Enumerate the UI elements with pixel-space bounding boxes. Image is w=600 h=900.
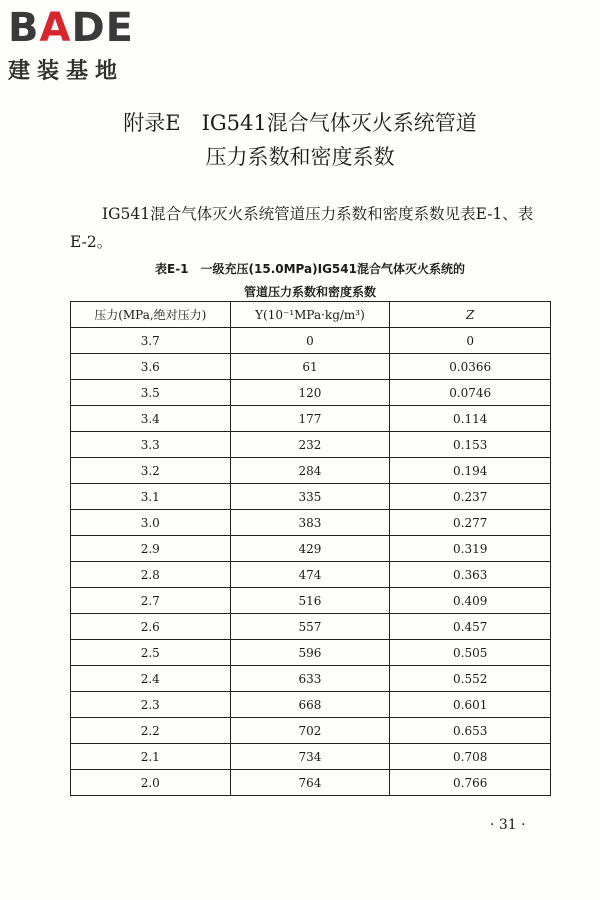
cell-pressure: 3.0 (71, 510, 231, 536)
cell-pressure: 3.2 (71, 458, 231, 484)
cell-pressure: 2.4 (71, 666, 231, 692)
table-row (71, 432, 551, 458)
table-body (71, 328, 551, 796)
table-row (71, 744, 551, 770)
cell-pressure: 3.6 (71, 354, 231, 380)
intro-paragraph: IG541混合气体灭火系统管道压力系数和密度系数见表E-1、表E-2。 (70, 205, 534, 251)
cell-y: 0 (230, 328, 390, 354)
cell-pressure: 2.9 (71, 536, 231, 562)
table-row (71, 328, 551, 354)
cell-pressure: 2.0 (71, 770, 231, 796)
table-row (71, 588, 551, 614)
cell-pressure: 3.7 (71, 328, 231, 354)
cell-pressure: 3.3 (71, 432, 231, 458)
cell-z: 0.653 (390, 718, 551, 744)
header-y: Y(10⁻¹MPa·kg/m³) (230, 302, 390, 328)
cell-pressure: 2.5 (71, 640, 231, 666)
cell-y: 557 (230, 614, 390, 640)
cell-y: 284 (230, 458, 390, 484)
cell-y: 232 (230, 432, 390, 458)
cell-y: 335 (230, 484, 390, 510)
table-row (71, 562, 551, 588)
table-row (71, 406, 551, 432)
cell-z: 0.552 (390, 666, 551, 692)
cell-z: 0.153 (390, 432, 551, 458)
cell-z: 0.277 (390, 510, 551, 536)
cell-z: 0.194 (390, 458, 551, 484)
cell-y: 429 (230, 536, 390, 562)
cell-pressure: 2.7 (71, 588, 231, 614)
page-title (0, 106, 600, 174)
logo-subtitle: 建装基地 (8, 59, 125, 84)
table-row (71, 510, 551, 536)
table-row (71, 614, 551, 640)
cell-y: 702 (230, 718, 390, 744)
cell-pressure: 3.5 (71, 380, 231, 406)
caption-line-2: 管道压力系数和密度系数 (243, 285, 376, 299)
cell-z: 0.0746 (390, 380, 551, 406)
cell-pressure: 3.4 (71, 406, 231, 432)
cell-pressure: 2.3 (71, 692, 231, 718)
table-row (71, 458, 551, 484)
cell-z: 0.0366 (390, 354, 551, 380)
cell-y: 764 (230, 770, 390, 796)
title-line-2: 压力系数和密度系数 (205, 145, 395, 169)
cell-z: 0.708 (390, 744, 551, 770)
cell-y: 596 (230, 640, 390, 666)
cell-pressure: 2.6 (71, 614, 231, 640)
table-row (71, 666, 551, 692)
cell-z: 0.363 (390, 562, 551, 588)
cell-z: 0.457 (390, 614, 551, 640)
table-header-row (71, 302, 551, 328)
table-row (71, 718, 551, 744)
logo-mark: BADE (8, 5, 134, 51)
caption-line-1: 表E-1 一级充压(15.0MPa)IG541混合气体灭火系统的 (155, 262, 465, 276)
cell-z: 0.409 (390, 588, 551, 614)
cell-z: 0.114 (390, 406, 551, 432)
page-number: · 31 · (490, 817, 526, 833)
cell-pressure: 2.1 (71, 744, 231, 770)
table-caption (70, 258, 550, 304)
cell-z: 0.505 (390, 640, 551, 666)
header-z: Z (390, 302, 551, 328)
table-row (71, 354, 551, 380)
table-row (71, 770, 551, 796)
cell-y: 633 (230, 666, 390, 692)
cell-pressure: 2.2 (71, 718, 231, 744)
header-pressure: 压力(MPa,绝对压力) (71, 302, 231, 328)
cell-y: 61 (230, 354, 390, 380)
cell-z: 0 (390, 328, 551, 354)
cell-y: 120 (230, 380, 390, 406)
cell-y: 734 (230, 744, 390, 770)
table-row (71, 536, 551, 562)
data-table (70, 301, 551, 796)
cell-y: 668 (230, 692, 390, 718)
table-row (71, 692, 551, 718)
cell-y: 177 (230, 406, 390, 432)
cell-pressure: 2.8 (71, 562, 231, 588)
title-line-1: 附录E IG541混合气体灭火系统管道 (123, 111, 477, 135)
cell-z: 0.319 (390, 536, 551, 562)
cell-z: 0.601 (390, 692, 551, 718)
cell-y: 383 (230, 510, 390, 536)
table-row (71, 484, 551, 510)
logo (8, 4, 134, 85)
cell-y: 474 (230, 562, 390, 588)
table-row (71, 640, 551, 666)
cell-y: 516 (230, 588, 390, 614)
cell-z: 0.766 (390, 770, 551, 796)
cell-pressure: 3.1 (71, 484, 231, 510)
table-row (71, 380, 551, 406)
cell-z: 0.237 (390, 484, 551, 510)
